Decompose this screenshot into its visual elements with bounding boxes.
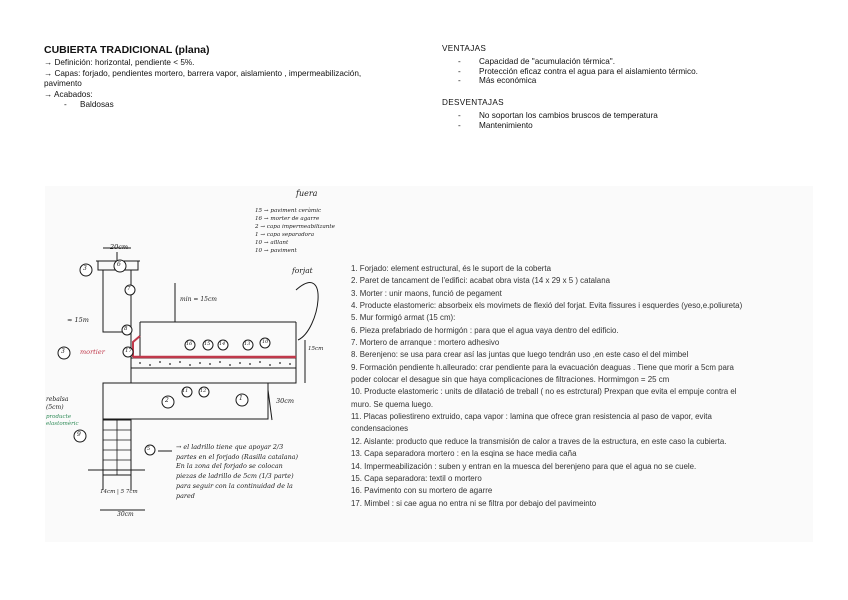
callout-16: 16 <box>186 341 193 347</box>
definition-line: → Definición: horizontal, pendiente < 5%. <box>44 58 195 67</box>
brick-hatch <box>103 420 131 475</box>
sketch-note: 10 → paviment <box>255 248 297 254</box>
sketch-note: 16 → morter de agarre <box>255 216 320 222</box>
dim-top: 20cm <box>110 243 129 251</box>
note-line: piezas de ladrillo de 5cm (1/3 parte) <box>176 472 294 481</box>
callout-11: 11 <box>182 388 189 394</box>
parapet-wall <box>103 270 131 332</box>
callout-14: 14 <box>219 341 226 347</box>
dim-left: ≈ 15m <box>67 316 89 324</box>
callout-2: 2 <box>165 397 169 404</box>
list-item-text: Protección eficaz contra el agua para el aislamiento térmico. <box>479 66 698 76</box>
bullet-dash: - <box>458 66 461 76</box>
callout-15: 15 <box>204 341 211 347</box>
list-item: 17. Mimbel : si cae agua no entra ni se filtra por debajo del pavimeinto <box>351 498 597 508</box>
leader-forjat <box>296 283 318 340</box>
callout-8: 8 <box>124 326 128 332</box>
bullet-dash: - <box>458 57 461 66</box>
list-item: 3. Morter : unir maons, funció de pegament <box>351 288 502 298</box>
sketch-label-fuera: fuera <box>296 189 318 198</box>
note-line: partes en el forjado (Rasilla catalana) <box>176 452 298 461</box>
sketch-note: 1 → capa separadora <box>255 232 315 238</box>
dim-mid: min = 15cm <box>180 296 217 303</box>
callout-3b: 3 <box>61 348 65 355</box>
list-item: 12. Aislante: producto que reduce la transmisión de calor a traves de la estructura, en este caso la cubierta. <box>351 436 727 446</box>
callout-13: 13 <box>244 341 251 347</box>
insulation-layer <box>131 358 296 368</box>
callout-3: 3 <box>83 265 87 272</box>
label-mortier: mortier <box>80 348 105 356</box>
list-item: 15. Capa separadora: textil o mortero <box>351 473 482 483</box>
dim-side: 15cm <box>308 346 324 352</box>
callout-1: 1 <box>239 395 243 402</box>
list-item-text: Capacidad de "acumulación térmica". <box>479 57 615 66</box>
sketch-label-forjat: forjat <box>292 266 313 275</box>
sketch-note: 2 → capa impermeabilizante <box>255 224 335 230</box>
callout-12: 12 <box>200 388 207 394</box>
list-item: 13. Capa separadora mortero : en la esqina se hace media caña <box>351 449 577 459</box>
ventajas-heading: VENTAJAS <box>442 44 487 53</box>
bullet-dash: - <box>458 76 461 86</box>
brick-note <box>176 443 346 501</box>
callout-5: 5 <box>147 446 151 452</box>
layers-line: → Capas: forjado, pendientes mortero, barrera vapor, aislamiento , impermeabilización, <box>44 68 362 78</box>
list-item: 4. Producte elastomeric: absorbeix els movimets de flexió del forjat. Evita fissures i esquerdes (yeso,e.poliureta) <box>351 301 743 311</box>
list-item: 14. Impermeabilización : suben y entran en la muesca del berenjeno para que el agua no se cuele. <box>351 461 697 471</box>
note-line: → el ladrillo tiene que apoyar 2/3 <box>176 443 284 451</box>
list-item: muro. Se quema luego. <box>351 399 434 409</box>
list-item: 6. Pieza prefabriado de hormigón : para que el agua vaya dentro del edificio. <box>351 325 619 335</box>
list-item: 10. Producte elastomeric : units de dilatació de treball ( no es estrctural) Prexpan que evita el empuje contra el <box>351 387 737 397</box>
callout-10: 10 <box>262 339 269 345</box>
list-item: 11. Placas poliestireno extruido, capa vapor : lamina que ofrece gran resistencia al paso de vapor, evita <box>351 412 712 422</box>
list-item-text: No soportan los cambios bruscos de temperatura <box>479 111 658 120</box>
desventajas-heading: DESVENTAJAS <box>442 98 504 107</box>
list-item-text: Mantenimiento <box>479 120 533 130</box>
bullet-dash: - <box>458 111 461 120</box>
bullet-dash: - <box>64 100 67 109</box>
list-item: 7. Mortero de arranque : mortero adhesivo <box>351 338 500 348</box>
note-line: pared <box>176 491 195 500</box>
layers-line-cont: pavimento <box>44 79 82 88</box>
finishes-item-label: Baldosas <box>80 100 114 109</box>
list-item: 1. Forjado: element estructural, és le suport de la coberta <box>351 264 552 273</box>
label-rebalse: rebalsa (5cm) <box>46 396 69 411</box>
dim-bottom: 30cm <box>117 511 134 518</box>
list-item: 2. Paret de tancament de l'edifici: acabat obra vista (14 x 29 x 5 ) catalana <box>351 276 610 286</box>
note-line: para seguir con la continuidad de la <box>176 481 293 490</box>
finishes-line: → Acabados: <box>44 89 93 99</box>
list-item: poder colocar el desague sin que haya complicaciones de filtraciones. Hormimgon = 25 cm <box>351 375 670 385</box>
callout-7: 7 <box>127 286 131 292</box>
legend-list <box>351 263 819 510</box>
sketch-note: 15 → paviment ceràmic <box>255 208 322 214</box>
callout-6: 6 <box>117 261 121 268</box>
note-line: En la zona del forjado se colocan <box>176 462 283 471</box>
list-item: 9. Formación pendiente h.alleurado: crar pendiente para la evacuación deaguas . Tiene que morir a 5cm para <box>351 362 734 372</box>
gravel-texture <box>139 361 291 366</box>
list-item: 8. Berenjeno: se usa para crear así las juntas que luego tendrán uso ,en este caso el del mimbel <box>351 350 689 360</box>
page-title: CUBIERTA TRADICIONAL (plana) <box>44 44 210 56</box>
list-item: condensaciones <box>351 424 409 434</box>
callout-9: 9 <box>77 431 81 438</box>
bullet-dash: - <box>458 120 461 130</box>
dim-bottom2: 14cm | 5 7cm <box>100 489 138 495</box>
list-item-text: Más económica <box>479 76 537 86</box>
label-green: producte elastomèric <box>46 414 79 427</box>
list-item: 5. Mur formigó armat (15 cm): <box>351 313 456 323</box>
sketch-note: 10 → aïllant <box>255 240 289 246</box>
sketch-notes <box>255 207 335 255</box>
list-item: 16. Pavimento con su mortero de agarre <box>351 486 493 496</box>
slope-layer <box>131 368 296 383</box>
callout-17: 17 <box>125 348 132 354</box>
dim-right: 30cm <box>276 397 295 405</box>
